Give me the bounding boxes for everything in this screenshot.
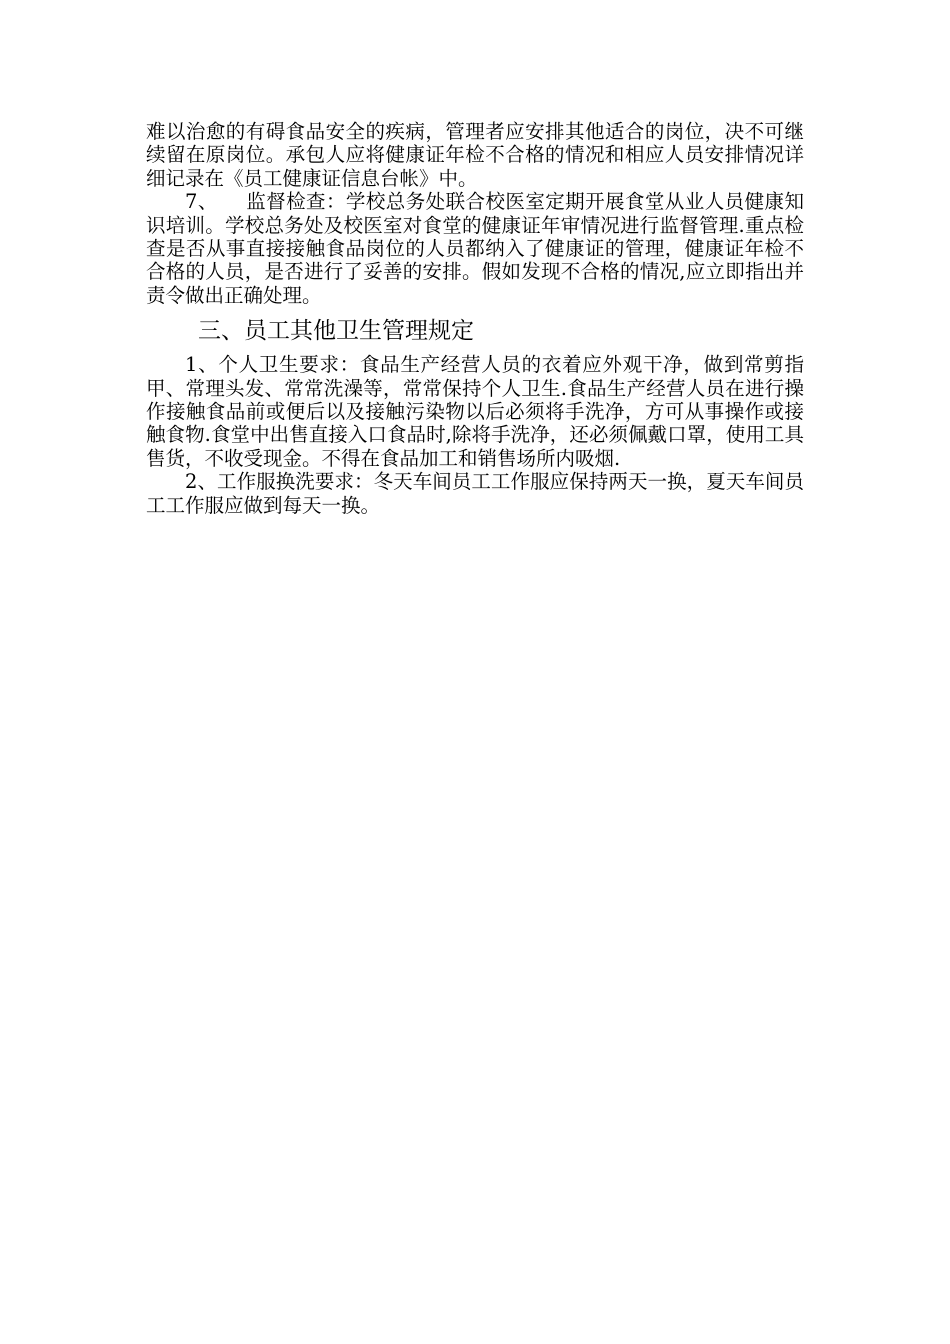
item-text: 监督检查：学校总务处联合校医室定期开展食堂从业人员健康知识培训。学校总务处及校医室对食堂的健康证年审情况进行监督管理.重点检查是否从事直接接触食品岗位的人员都纳入了健康证的管理，健康证年检不合格的人员，是否进行了妥善的安排。假如发现不合格的情况,应立即指出并责令做出正确处理。 — [146, 190, 804, 307]
paragraph-workwear-washing: 2、工作服换洗要求：冬天车间员工工作服应保持两天一换，夏天车间员工工作服应做到每天一换。 — [146, 470, 804, 517]
item-number: 7、 — [185, 190, 218, 214]
document-page — [146, 120, 804, 517]
paragraph-health-cert-continuation: 难以治愈的有碍食品安全的疾病，管理者应安排其他适合的岗位，决不可继续留在原岗位。承包人应将健康证年检不合格的情况和相应人员安排情况详细记录在《员工健康证信息台帐》中。 — [146, 120, 804, 190]
paragraph-supervision-inspection — [146, 190, 804, 307]
section-heading-other-hygiene-rules: 三、员工其他卫生管理规定 — [198, 318, 474, 345]
paragraph-personal-hygiene: 1、个人卫生要求：食品生产经营人员的衣着应外观干净，做到常剪指甲、常理头发、常常洗澡等，常常保持个人卫生.食品生产经营人员在进行操作接触食品前或便后以及接触污染物以后必须将手洗净，方可从事操作或接触食物.食堂中出售直接入口食品时,除将手洗净，还必须佩戴口罩，使用工具售货，不收受现金。不得在食品加工和销售场所内吸烟. — [146, 353, 804, 470]
